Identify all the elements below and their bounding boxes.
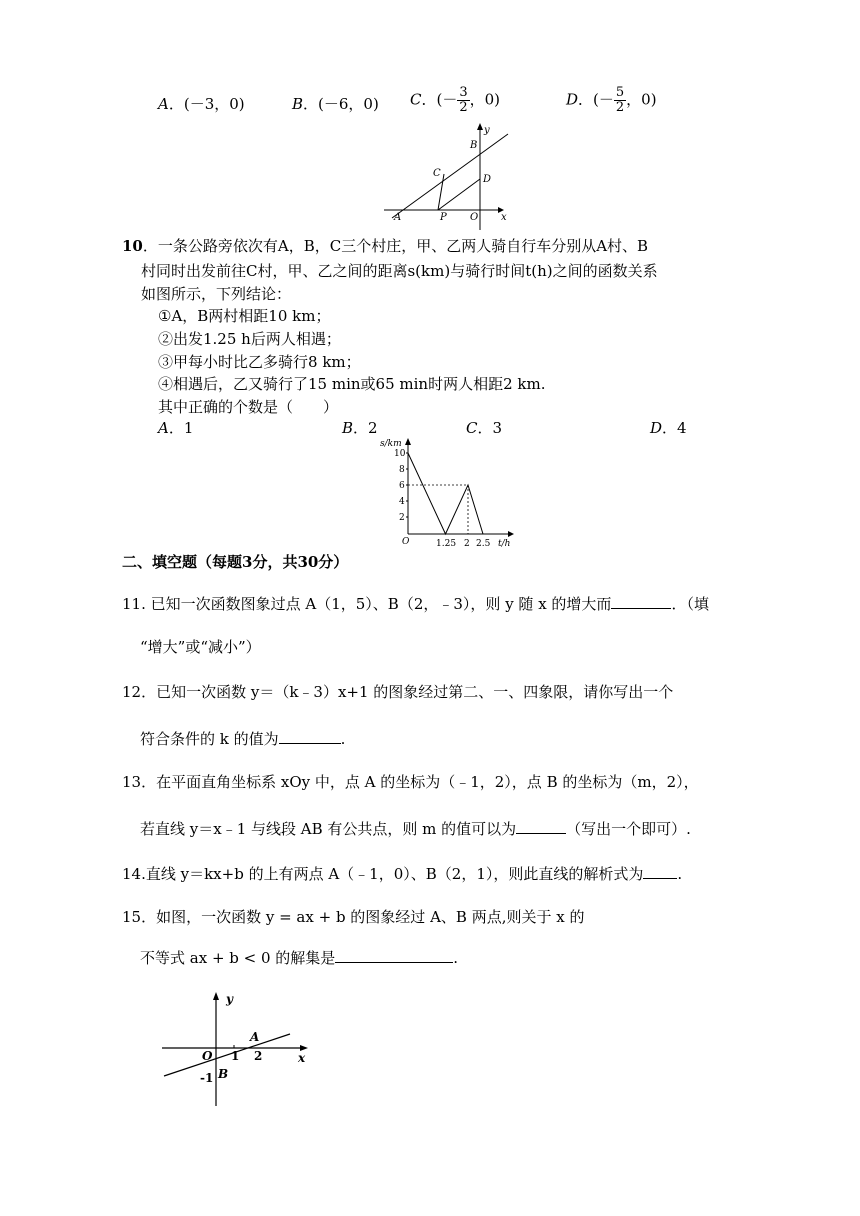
xtick-2-5: 2.5 bbox=[476, 539, 491, 549]
label-p: P bbox=[440, 212, 447, 223]
q15-label-y: y bbox=[226, 992, 233, 1006]
q9-option-b: B．(－6，0) bbox=[292, 95, 379, 113]
q15-label-o: O bbox=[202, 1049, 213, 1063]
q10-line-2: 村同时出发前往C村，甲、乙之间的距离s(km)与骑行时间t(h)之间的函数关系 bbox=[141, 262, 658, 280]
q9-figure bbox=[380, 120, 520, 232]
q15-label-b: B bbox=[218, 1067, 229, 1081]
q10-line-1: 10．一条公路旁依次有A，B，C三个村庄，甲、乙两人骑自行车分别从A村、B bbox=[122, 237, 649, 255]
q15-label-a: A bbox=[250, 1030, 260, 1044]
label-c: C bbox=[433, 168, 441, 179]
ytick-8: 8 bbox=[399, 465, 405, 475]
ytick-10: 10 bbox=[394, 449, 406, 459]
q12-line-1: 12．已知一次函数 y＝（k﹣3）x+1 的图象经过第二、一、四象限，请你写出一个 bbox=[122, 683, 674, 701]
label-o: O bbox=[470, 212, 479, 223]
xtick-1-25: 1.25 bbox=[436, 539, 457, 549]
q15-answer-blank[interactable] bbox=[335, 946, 453, 963]
label-d: D bbox=[483, 174, 492, 185]
chart-x-arrow bbox=[508, 531, 514, 537]
q15-label-x: x bbox=[298, 1051, 306, 1065]
q10-chart bbox=[372, 434, 522, 552]
fraction-5-2: $\frac{5}{2}$ bbox=[615, 85, 625, 115]
label-x: x bbox=[501, 212, 507, 223]
line-pd bbox=[438, 179, 480, 210]
ytick-2: 2 bbox=[399, 513, 405, 523]
q10-option-d: D．4 bbox=[650, 419, 687, 437]
q12-answer-blank[interactable] bbox=[279, 727, 341, 744]
q10-line-3: 如图所示，下列结论： bbox=[141, 285, 292, 303]
chart-origin: O bbox=[402, 537, 410, 547]
q10-statement-2: ②出发1.25 h后两人相遇； bbox=[158, 330, 341, 348]
q15-label-1: 1 bbox=[231, 1049, 240, 1063]
ytick-4: 4 bbox=[399, 497, 405, 507]
label-y: y bbox=[484, 125, 490, 136]
chart-y-arrow bbox=[405, 438, 411, 445]
q12-line-2: 符合条件的 k 的值为 . bbox=[140, 727, 345, 749]
q13-answer-blank[interactable] bbox=[516, 817, 566, 834]
q15-y-arrow bbox=[213, 992, 219, 1000]
label-b: B bbox=[470, 140, 478, 151]
segment-cp bbox=[438, 174, 444, 210]
q15-line-2: 不等式 ax + b < 0 的解集是 . bbox=[140, 946, 458, 968]
q15-line-1: 15．如图，一次函数 y = ax + b 的图象经过 A、B 两点,则关于 x 的 bbox=[122, 908, 585, 926]
q15-label-2: 2 bbox=[254, 1049, 263, 1063]
q11-line-1: 11. 已知一次函数图象过点 A（1，5）、B（2，﹣3），则 y 随 x 的增大而 ．（填 bbox=[122, 592, 709, 614]
q15-label-neg1: -1 bbox=[200, 1071, 214, 1085]
xtick-2: 2 bbox=[464, 539, 470, 549]
q13-line-1: 13．在平面直角坐标系 xOy 中，点 A 的坐标为（﹣1，2），点 B 的坐标为（m，2）， bbox=[122, 773, 699, 791]
chart-xlabel: t/h bbox=[498, 539, 511, 549]
q10-statement-1: ①A，B两村相距10 km； bbox=[158, 307, 331, 325]
q10-statement-3: ③甲每小时比乙多骑行8 km； bbox=[158, 353, 361, 371]
y-axis-arrow bbox=[477, 123, 483, 130]
q14-line-1: 14.直线 y＝kx+b 的上有两点 A（﹣1，0）、B（2，1），则此直线的解析式为 . bbox=[122, 862, 682, 884]
q13-line-2: 若直线 y＝x﹣1 与线段 AB 有公共点，则 m 的值可以为 （写出一个即可）. bbox=[140, 817, 691, 839]
fraction-3-2: $\frac{3}{2}$ bbox=[459, 85, 468, 115]
q10-statement-4: ④相遇后，乙又骑行了15 min或65 min时两人相距2 km. bbox=[158, 375, 546, 393]
chart-series-line bbox=[408, 453, 483, 534]
q10-option-b: B．2 bbox=[342, 419, 378, 437]
q9-option-a: A．(－3，0) bbox=[158, 95, 245, 113]
chart-ylabel: s/km bbox=[380, 439, 402, 449]
q10-question: 其中正确的个数是（ ） bbox=[158, 398, 339, 416]
ytick-6: 6 bbox=[399, 481, 405, 491]
label-a: A bbox=[394, 212, 402, 223]
q14-answer-blank[interactable] bbox=[643, 862, 677, 879]
q9-option-c: C．(－ $\frac{3}{2}$ ，0) bbox=[410, 85, 501, 115]
q10-option-a: A．1 bbox=[158, 419, 194, 437]
q15-figure bbox=[158, 990, 318, 1110]
q11-line-2: “增大”或“减小”） bbox=[140, 638, 261, 656]
section-2-title: 二、填空题（每题3分，共30分） bbox=[122, 553, 349, 571]
q9-option-d: D．(－ $\frac{5}{2}$ ，0) bbox=[566, 85, 657, 115]
q10-option-c: C．3 bbox=[466, 419, 503, 437]
q11-answer-blank[interactable] bbox=[611, 592, 671, 609]
